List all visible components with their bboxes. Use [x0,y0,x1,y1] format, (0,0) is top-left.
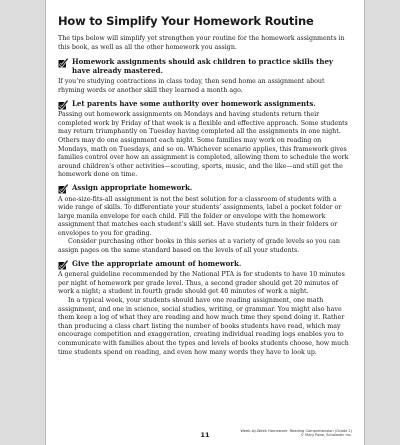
page-footer [58,427,352,439]
credit-line: Week-by-Week Homework: Reading Comprehension (Grade 2) [240,428,352,433]
section-paragraph: A general guideline recommended by the National PTA is for students to have 10 minutes per night of homework per grade level. Thus, a second grader should get 20 minutes of work a night; a student in fourth grade should get 40 minutes of work a night. [58,271,345,296]
intro-paragraph: The tips below will simplify yet strengthen your routine for the homework assignments in this book, as well as all the other homework you assign. [58,35,345,51]
section-heading [58,260,350,269]
section-heading-text: Let parents have some authority over homework assignments. [72,98,316,108]
document-page [45,0,365,445]
section-amount-homework [58,260,350,358]
section-paragraph: Consider purchasing other books in this series at a variety of grade levels so you can assign pages on the same standard based on the levels of all your students. [58,238,340,255]
section-appropriate-homework [58,184,350,256]
section-paragraph: If you’re studying contractions in class today, then send home an assignment about rhyming words or another skill they learned a month ago. [58,78,325,94]
page-title: How to Simplify Your Homework Routine [58,14,314,28]
section-parent-authority [58,100,350,180]
section-heading [58,58,350,75]
checkbox-check-icon [58,100,68,110]
section-practice-skills [58,58,350,95]
page-number: 11 [200,431,210,439]
section-heading-text: Homework assignments should ask children to practice skills they have already mastered. [72,57,333,75]
checkbox-check-icon [58,58,68,68]
checkbox-check-icon [58,260,68,270]
page-content [58,14,350,357]
section-heading [58,184,350,193]
section-paragraph: A one-size-fits-all assignment is not the best solution for a classroom of students with a wide range of skills. To differentiate your students’ assignments, label a pocket folder or large manila envelope for each child. Fill the folder or envelope with the homework assignment that matches each student’s skill set. Have students turn in their folders or envelopes to you for grading. [58,195,342,237]
credit-line: © Mary Rose, Scholastic Inc. [300,433,352,438]
copyright-credits [240,429,352,438]
section-heading [58,100,350,109]
section-heading-text: Give the appropriate amount of homework. [72,258,242,268]
section-heading-text: Assign appropriate homework. [72,182,193,192]
section-paragraph: In a typical week, your students should have one reading assignment, one math assignment, and one in science, social studies, writing, or grammar. You might also have them keep a log of what they are reading and how much time they spend doing it. Rather than producing a class chart listing the number of books students have read, which may encourage competition and exaggeration, creating individual reading logs enables you to communicate with families about the types and levels of books students choose, how much time students spend on reading, and even how many words they have to look up. [58,297,349,356]
checkbox-check-icon [58,184,68,194]
section-paragraph: Passing out homework assignments on Mondays and having students return their completed work by Friday of that week is a flexible and effective approach. Some students may return triumphantly on Tuesday having completed all the assignments in one night. Others may do one assignment each night. Some families may work on reading on Mondays, math on Tuesdays, and so on. Whichever scenario applies, this framework gives families control over how an assignment is completed, allowing them to schedule the work around children’s other activities—scouting, sports, music, and the like—and still get the homework done on time. [58,111,349,179]
